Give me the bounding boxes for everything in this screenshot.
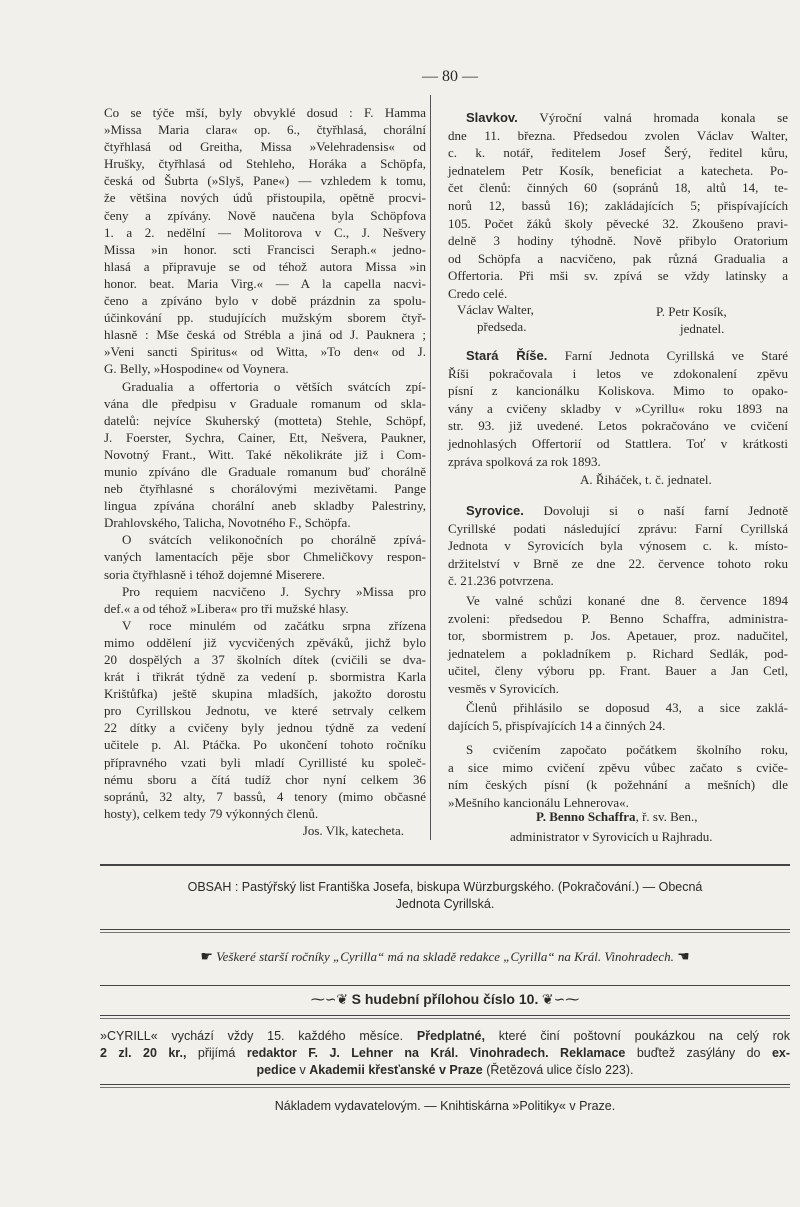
text-line: c. k. notář, ředitelem Josef Šerý, ředitel kůru, [448, 145, 788, 161]
rule [100, 1084, 790, 1088]
signature-walter-role: předseda. [477, 319, 527, 334]
paragraph-youth-choir [104, 617, 426, 822]
ornament-left-icon: ⁓∽❦ [310, 993, 352, 1008]
notice-text: Veškeré starší ročníky „Cyrilla“ má na skladě redakce „Cyrilla“ na Král. Vinohradech. [216, 949, 674, 964]
section-heading: Stará Říše. [466, 348, 548, 363]
text-line: »Mešního kancionálu Lehnerova«. [448, 794, 629, 810]
text-line: S cvičením započato počátkem školního roku, [466, 742, 788, 757]
paragraph-requiem [104, 583, 426, 617]
text-line: písní z kancionálku Koliskova. Mimo to opako- [448, 383, 788, 399]
rule [100, 929, 790, 933]
text-line: Jos. Vlk, katecheta. [302, 822, 404, 838]
syrovice-practice-text [448, 741, 788, 811]
text-line: Credo celé. [448, 285, 508, 301]
syrovice-members [448, 699, 788, 734]
notice [100, 949, 790, 966]
line-text: Výroční valná hromada konala se [539, 110, 789, 125]
text-line: že většina nových údů přistoupila, opětně procvi- [104, 190, 426, 206]
syrovice-practice [448, 741, 788, 811]
text-line: tor, sbormistrem p. Jos. Apetauer, proz. nadučitel, [448, 628, 788, 644]
signature-schaffra-suffix: , ř. sv. Ben., [635, 809, 698, 824]
text-line: Pro requiem nacvičeno J. Sychry »Missa pro [122, 583, 426, 599]
text-line: čeno a zpíváno bylo v době prázdnin za spolu- [104, 293, 426, 309]
text-line: Offertoria. Při mši sv. zpívá se vždy latinsky a [448, 268, 788, 284]
line-text: »CYRILL« vychází vždy 15. každého měsíce. [100, 1029, 417, 1043]
text-line: nému sboru a čítá tudíž chor nyní celkem 36 [104, 771, 426, 787]
bold-text: redaktor F. J. Lehner na Král. Vinohradech. Reklamace [246, 1046, 626, 1060]
text-line: str. 93. již uvedené. Letos pokračováno ve cvičení [448, 418, 788, 434]
signature-kosik-role: jednatel. [680, 321, 725, 336]
text-line: jednatelem Petr Kosík, beneficiat a katecheta. Po- [448, 162, 788, 178]
text-line: soria čtyřhlasně i téhož dojemné Miserere. [104, 566, 325, 582]
signature-schaffra-role: administrator v Syrovicích u Rajhradu. [510, 829, 713, 844]
signature-schaffra [536, 809, 698, 825]
text-line: hlasně : Mše česká od Strébla a jiná od J. Pauknera ; [104, 327, 426, 343]
line-text: buďtež zasýlány do [625, 1046, 772, 1060]
text-line: pro Cyrillskou Jednotu, ve které setrvaly celkem [104, 703, 426, 719]
text-line: »Veni sancti Spiritus« od Witta, »To den« od J. [104, 344, 426, 360]
section-slavkov [448, 109, 788, 303]
text-line: 105. Počet žáků školy pěvecké 32. Zkoušeno pravi- [448, 215, 788, 231]
contents-line-2: Jednota Cyrillská. [395, 897, 495, 911]
text-line: norů 12, bassů 16); zakládajících 5; přispívajících [448, 197, 788, 213]
text-line: zpráva spolková za rok 1893. [448, 453, 601, 469]
text-line: učitel, členy výboru pp. Frant. Bauer a Jan Cetl, [448, 663, 788, 679]
bold-text: ex- [771, 1046, 791, 1060]
supplement [100, 991, 790, 1009]
column-divider [430, 95, 431, 840]
signature-kosik-name: P. Petr Kosík, [656, 304, 727, 319]
text-line: 1. a 2. nedělní — Molitorova v C., J. Nešvery [104, 224, 426, 240]
text-line: G. Belly, »Hospodine« od Voynera. [104, 361, 289, 377]
text-line: čtyřhlasá od Greitha, Missa »Velehradensis« od [104, 139, 426, 155]
contents-line-1: OBSAH : Pastýřský list Františka Josefa, biskupa Würzburgského. (Pokračování.) — Obecná [187, 880, 703, 894]
stara-rise-text [448, 347, 788, 470]
text-line [448, 109, 788, 127]
text-line: krát i třikrát týdně za vedení p. sbormistra Karla [104, 669, 426, 685]
text-line: dajících 5, přispívajících 14 a činných 24. [448, 717, 666, 733]
text-line: hlasá a připravuje se od téhož autora Missa »in [104, 258, 426, 274]
text-line: ním českých písní (k požehnání a mešních) dle [448, 777, 788, 793]
text-line [100, 1045, 790, 1062]
text-line: Gradualia a offertoria o větších svátcích zpí- [122, 378, 426, 394]
page-number: — 80 — [422, 68, 478, 85]
text-line: od Schöpfa a nacvičeno, pak různá Gradualia a [448, 250, 788, 266]
text-line: neb čtyřhlasné s chorálovými mezivětami. Pange [104, 481, 426, 497]
bold-text: 2 zl. 20 kr., [100, 1046, 187, 1060]
text-line: přípravného vzati byli mladí Cyrillisté ku společ- [104, 754, 426, 770]
text-line: čet členů: činných 60 (sopránů 18, altů 14, te- [448, 180, 788, 196]
slavkov-text [448, 109, 788, 303]
text-line: vány a cvičeny skladby v »Cyrillu« roku 1893 na [448, 400, 788, 416]
text-line: hosty), celkem tedy 79 výkonných členů. [104, 805, 319, 821]
section-heading: Syrovice. [466, 503, 524, 518]
text-line: čeny a zpívány. Nově naučena byla Schöpfova [104, 207, 426, 223]
text-line: učitele p. Al. Ptáčka. Po ukončení tohoto ročníku [104, 737, 426, 753]
text-line [100, 1028, 790, 1045]
text-line: datelů: nejvíce Skuherský (motteta) Stehle, Schöpf, [104, 412, 426, 428]
line-text: Farní Jednota Cyrillská ve Staré [564, 348, 788, 363]
rule [100, 864, 790, 866]
text-line: Missa »in honor. scti Francisci Seraph.« jedno- [104, 241, 426, 257]
text-line: č. 21.236 potvrzena. [448, 573, 554, 589]
text-line: delně 3 hodiny týhodně. Nově přibylo Oratorium [448, 233, 788, 249]
printer-info: Nákladem vydavatelovým. — Knihtiskárna »Politiky« v Praze. [274, 1099, 616, 1113]
line-text: které činí poštovní poukázkou na celý rok [484, 1029, 790, 1043]
subscription-info [100, 1028, 790, 1079]
ornament-right-icon: ❦∽⁓ [541, 993, 580, 1008]
paragraph-masses [104, 104, 426, 378]
text-line: vána dle předpisu v Graduale romanum od skla- [104, 395, 426, 411]
text-line: Co se týče mší, byly obvyklé dosud : F. Hamma [104, 105, 426, 120]
text-line: Cyrillské podati následující zprávu: Farní Cyrillská [448, 520, 788, 536]
bold-text: pedice [256, 1063, 297, 1077]
text-line: O svátcích velikonočních po chorálně zpívá- [122, 532, 426, 548]
text-line: a sice mimo cvičení zpěvu vůbec začato s cviče- [448, 759, 788, 775]
text-line: J. Foerster, Sychra, Cainer, Ett, Nešvera, Paukner, [104, 429, 426, 445]
supplement-text: S hudební přílohou číslo 10. [351, 991, 539, 1007]
section-stara-rise [448, 347, 788, 470]
pointing-hand-left-icon: ☚ [677, 950, 690, 965]
rule [100, 985, 790, 986]
text-line: dne 11. března. Předsedou zvolen Václav Walter, [448, 127, 788, 143]
text-line: Drahlovského, Talicha, Novotného F., Schöpfa. [104, 515, 351, 531]
text-line: česká od Šubrta (»Slyš, Pane«) — vzhledem k tomu, [104, 173, 426, 189]
section-heading: Slavkov. [466, 110, 518, 125]
text-line: zvoleni: předsedou P. Benno Schaffra, administra- [448, 610, 788, 626]
text-line: mimo oddělení již vycvičených zpěváků, jichž bylo [104, 634, 426, 650]
text-line: honor. beat. Maria Virg.« — A la capella nacvi- [104, 275, 426, 291]
pointing-hand-right-icon: ☛ [200, 950, 213, 965]
text-line: 22 dítky a cvičeny byly jednou týdně za vedení [104, 720, 426, 736]
text-line: 20 dospělých a 37 školních dítek (cvičili se dva- [104, 652, 426, 667]
text-line: Říši pokračovala i letos ve zdokonalení zpěvu [448, 365, 788, 381]
signature-schaffra-name: P. Benno Schaffra [536, 809, 636, 824]
line-text: přijímá [186, 1046, 247, 1060]
syrovice-text [448, 502, 788, 590]
bold-text: Akademii křesťanské v Praze [309, 1063, 483, 1077]
text-line: Členů přihlásilo se doposud 43, a sice zaklá- [466, 700, 788, 715]
line-text: Dovoluji si o naší farní Jednotě [543, 503, 789, 518]
line-text: (Řetězová ulice číslo 223). [482, 1063, 634, 1077]
text-line: sopránů, 32 alty, 7 bassů, 4 tenory (mimo občasné [104, 788, 426, 804]
signature-vlk [104, 822, 426, 839]
text-line: munio zpíváno dle Graduale romanum buď chorálně [104, 463, 426, 479]
text-line: Ve valné schůzi konané dne 8. července 1894 [466, 593, 788, 608]
text-line: Novotný Frant., Witt. Také několikráte již i Com- [104, 446, 426, 462]
signature-rihacek: A. Řiháček, t. č. jednatel. [580, 472, 712, 487]
text-line [448, 347, 788, 365]
text-line: lingua zpívána chorální aneb skladby Palestriny, [104, 498, 426, 514]
left-column [104, 104, 426, 839]
text-line: Hrušky, čtyřhlasá od Stehleho, Horáka a Schöpfa, [104, 156, 426, 172]
signature-walter-name: Václav Walter, [457, 302, 534, 317]
text-line: Krištůfka) ještě skupina mladších, jakožto dorostu [104, 686, 426, 702]
text-line [448, 502, 788, 520]
section-syrovice [448, 502, 788, 590]
text-line [100, 1062, 790, 1079]
syrovice-meeting-text [448, 592, 788, 698]
text-line: vesměs v Syrovicích. [448, 680, 559, 696]
text-line: jednohlasých Offertorií od Stattlera. Toť v krátkosti [448, 435, 788, 451]
text-line: Jednota v Syrovicích byla výnosem c. k. místo- [448, 538, 788, 554]
syrovice-meeting [448, 592, 788, 698]
bold-text: Předplatné, [416, 1029, 485, 1043]
paragraph-easter [104, 531, 426, 582]
text-line: V roce minulém od začátku srpna zřízena [122, 617, 426, 633]
line-text: v [296, 1063, 310, 1077]
syrovice-members-text [448, 699, 788, 734]
text-line: držitelství v Brně ze dne 22. července tohoto roku [448, 555, 788, 571]
paragraph-gradualia [104, 378, 426, 532]
text-line: »Missa Maria clara« op. 6., čtyřhlasá, chorální [104, 122, 426, 138]
text-line: jednatelem a pokladníkem p. Richard Sedlák, pod- [448, 645, 788, 661]
text-line: vaných lamentacích pěje sbor Chmeličkovy respon- [104, 549, 426, 565]
text-line: def.« a od téhož »Libera« pro tři mužské hlasy. [104, 600, 349, 616]
text-line: účinkování pp. studujících mužským sborem čtyř- [104, 310, 426, 326]
rule [100, 1015, 790, 1019]
